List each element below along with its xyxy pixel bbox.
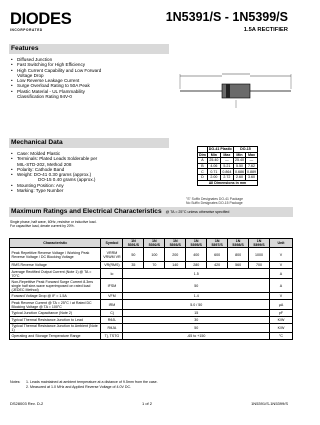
feature-item: • High Current Capability and Low Forward Voltage Drop (10, 68, 175, 79)
ratings-row: RMS Reverse Voltage VR(RMS) 35 70 140 280 420 560 700 V (10, 262, 293, 269)
logo-subtext: INCORPORATED (10, 28, 43, 32)
ratings-row: Non-Repetitive Peak Forward Surge Current 8.3ms single half sine-wave superimposed on rated load (JEDEC Method) IFSM 50 A (10, 279, 293, 293)
part-subtitle: 1.5A RECTIFIER (243, 27, 288, 33)
ratings-row: Peak Repetitive Reverse Voltage / Working Peak Reverse Voltage / DC Blocking Voltage VRRM VRWM VR 50 100 200 400 600 800 1000 V (10, 248, 293, 262)
ratings-row: Forward Voltage Drop @ IF = 1.5A VFM 1.4 V (10, 293, 293, 300)
mechanical-item: • Terminals: Plated Leads Solderable per MIL-STD-202, Method 208 (10, 156, 180, 167)
feature-item: • Fast Switching for High Efficiency (10, 62, 175, 67)
package-outline-diagram (178, 71, 293, 111)
note-item: 2. Measured at 1.0 MHz and Applied Reverse Voltage of 4.0V DC. (26, 384, 132, 389)
note-item: 1. Leads maintained at ambient temperature at a distance of 9.5mm from the case. (26, 380, 158, 384)
package-suffix-notes: "S" Suffix Designates DO-41 Package No Suffix Designates DO-15 Package (186, 197, 243, 206)
mechanical-heading: Mechanical Data (9, 138, 169, 148)
ratings-row: Typical Junction Capacitance (Note 2) Cj 15 pF (10, 310, 293, 317)
notes-block (10, 380, 158, 389)
notes-label: Notes: (10, 380, 21, 384)
ratings-row: Average Rectified Output Current (Note 1) @ TA = 70°C Io 1.5 A (10, 269, 293, 279)
mechanical-list (10, 151, 180, 193)
ratings-intro: Single phase, half wave, 60Hz, resistive or inductive load. For capacitive load, derate current by 20%. (10, 220, 97, 229)
ratings-row: Operating and Storage Temperature Range Tj, TSTG -65 to +150 °C (10, 333, 293, 340)
feature-item: • Surge Overload Rating to 50A Peak (10, 83, 175, 88)
dim-row: B 4.06 5.21 5.50 7.62 (198, 163, 258, 169)
dim-col-header: Min (233, 152, 245, 158)
ratings-table (9, 238, 293, 340)
feature-item: • Diffused Junction (10, 57, 175, 62)
mechanical-item: • Case: Molded Plastic (10, 151, 180, 156)
ratings-row: Typical Thermal Resistance Junction to Lead RθJL 30 K/W (10, 317, 293, 324)
dim-col-header: Min (207, 152, 220, 158)
dimensions-table (197, 146, 258, 186)
dim-row: C 0.71 0.864 0.686 0.889 (198, 169, 258, 175)
footer-part-number: 1N5391/S-1N5399/S (251, 401, 288, 406)
dim-col-header: Dim (199, 152, 206, 157)
ratings-header-row: Characteristic Symbol 1N 5391/S 1N 5392/S 1N 5393/S 1N 5395/S 1N 5397/S 1N 5398/S 1N 5399/S Unit (10, 239, 293, 248)
ratings-row: Typical Thermal Resistance Junction to Ambient (Note 1) RθJA 50 K/W (10, 324, 293, 333)
mechanical-item: • Marking: Type Number (10, 188, 180, 193)
mechanical-item: • Weight: DO-41 0.30 grams (approx.) DO-15 0.40 grams (approx.) (10, 172, 180, 183)
ratings-row: Peak Reverse Current @ TA = 25°C / at Rated DC Blocking Voltage @ TA = 100°C IRM 5.0 / 50 µA (10, 300, 293, 310)
dim-row: D 2.00 2.72 2.60 3.60 (198, 174, 258, 180)
dim-row: A 25.40 — 25.40 — (198, 158, 258, 164)
dim-col-header: Max (220, 152, 233, 158)
footer-page-number: 1 of 2 (142, 401, 153, 406)
footer-doc-number: DS28003 Rev. D-2 (10, 401, 44, 406)
diodes-logo (10, 10, 72, 33)
dim-group-header: DO-41 Plastic (208, 147, 232, 152)
dim-group-header: DO-15 (233, 147, 257, 153)
ratings-heading: Maximum Ratings and Electrical Characteristics @ TA = 25°C unless otherwise specified (9, 207, 293, 217)
feature-item: • Plastic Material - UL Flammability Classification Rating 94V-0 (10, 89, 175, 100)
mechanical-item: • Mounting Position: Any (10, 183, 180, 188)
dim-col-header: Max (245, 152, 257, 158)
mechanical-item: • Polarity: Cathode Band (10, 167, 180, 172)
ratings-heading-note: @ TA = 25°C unless otherwise specified (165, 210, 230, 214)
part-title: 1N5391/S - 1N5399/S (165, 10, 288, 24)
dim-table-footer: All Dimensions in mm (198, 180, 258, 186)
logo-word: DIODES (10, 10, 72, 28)
features-list (10, 57, 175, 99)
feature-item: • Low Reverse Leakage Current (10, 78, 175, 83)
features-heading: Features (9, 44, 169, 54)
